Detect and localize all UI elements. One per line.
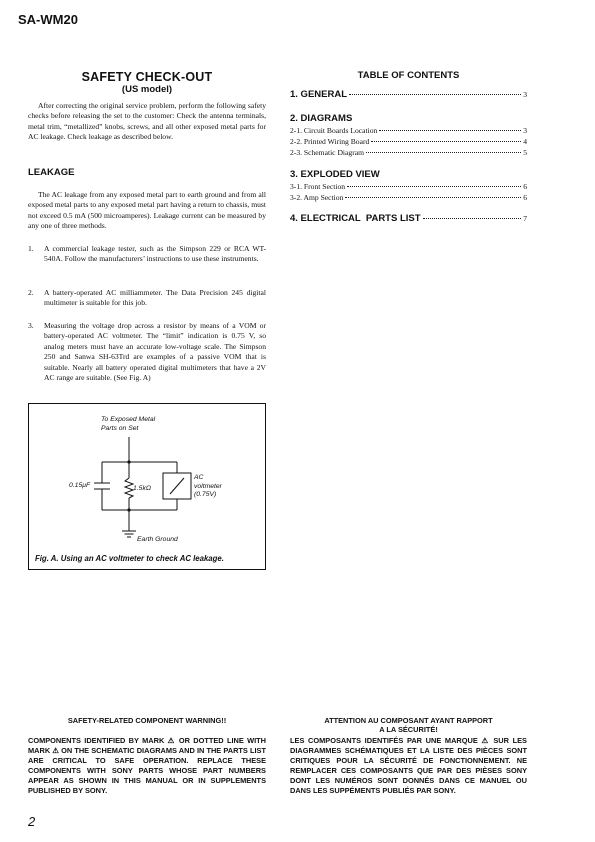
voltmeter-label: AC voltmeter (0.75V)	[194, 474, 222, 498]
leakage-text: The AC leakage from any exposed metal part to earth ground and from all exposed metal parts to any exposed metal part having a return to chassis, must not exceed 0.5 mA (500 microamperes). Leakage current can be measured by any one of three methods.	[28, 190, 266, 231]
figure-a	[28, 403, 266, 570]
dot-leader	[379, 130, 521, 131]
dot-leader	[347, 186, 521, 187]
toc-entry-front-section[interactable]: 3-1. Front Section 6	[290, 182, 527, 191]
model-number: SA-WM20	[18, 12, 78, 27]
earth-ground-label: Earth Ground	[137, 536, 178, 543]
capacitor-label: 0.15μF	[69, 482, 91, 489]
label-to-exposed-metal: To Exposed Metal Parts on Set	[101, 416, 156, 432]
method-item-1	[28, 244, 266, 276]
dot-leader	[371, 141, 521, 142]
toc-entry-electrical-parts-list[interactable]: 4. ELECTRICAL PARTS LIST 7	[290, 213, 527, 224]
method-text: A battery-operated AC milliammeter. The Data Precision 245 digital multimeter is suitable for this job.	[44, 288, 266, 308]
bottom-junction-dot	[127, 508, 130, 511]
method-item-3	[28, 321, 266, 396]
dot-leader	[345, 197, 521, 198]
toc-heading-diagrams: 2. DIAGRAMS	[290, 113, 353, 124]
method-number: 2.	[28, 288, 34, 297]
page-number: 2	[28, 814, 36, 829]
toc-entry-general[interactable]: 1. GENERAL 3	[290, 89, 527, 100]
method-number: 3.	[28, 321, 34, 330]
resistor-zigzag	[125, 478, 133, 498]
toc-entry-printed-wiring-board[interactable]: 2-2. Printed Wiring Board 4	[290, 137, 527, 146]
warning-en-body: COMPONENTS IDENTIFIED BY MARK ⚠ OR DOTTED LINE WITH MARK ⚠ ON THE SCHEMATIC DIAGRAMS AND IN THE PARTS LIST ARE CRITICAL TO SAFE OPERATION. REPLACE THESE COMPONENTS WITH SONY PARTS WHOSE PART NUMBERS APPEAR AS SHOWN IN THIS MANUAL OR IN SUPPLEMENTS PUBLISHED BY SONY.	[28, 736, 266, 795]
toc-entry-circuit-boards-location[interactable]: 2-1. Circuit Boards Location 3	[290, 126, 527, 135]
safety-title: SAFETY CHECK-OUT	[81, 70, 213, 84]
dot-leader	[349, 94, 521, 95]
dot-leader	[423, 218, 522, 219]
method-number: 1.	[28, 244, 34, 253]
toc-entry-schematic-diagram[interactable]: 2-3. Schematic Diagram 5	[290, 148, 527, 157]
method-text: Measuring the voltage drop across a resistor by means of a VOM or battery-operated AC voltmeter. The “limit” indication is 0.75 V, so analog meters must have an accurate low-voltage scale. The Simpson 250 and Sanwa SH-63Trd are examples of a passive VOM that is suitable. Nearly all battery operated digital multimeters that have a 2V AC range are suitable. (See Fig. A)	[44, 321, 266, 383]
method-text: A commercial leakage tester, such as the Simpson 229 or RCA WT-540A. Follow the manufacturers’ instructions to use these instruments.	[44, 244, 266, 264]
warning-fr-title: ATTENTION AU COMPOSANT AYANT RAPPORT A LA SÉCURITÉ!	[324, 716, 493, 734]
safety-intro: After correcting the original service problem, perform the following safety checks before releasing the set to the customer: Check the antenna terminals, metal trim, “metallized” knobs, screws, and all other exposed metal parts for AC leakage. Check leakage as described below.	[28, 101, 266, 142]
warning-en-title: SAFETY-RELATED COMPONENT WARNING!!	[67, 716, 227, 725]
warning-fr-body: LES COMPOSANTS IDENTIFÉS PAR UNE MARQUE ⚠ SUR LES DIAGRAMMES SCHÉMATIQUES ET LA LISTE DES PIÈCES SONT CRITIQUES POUR LA SÉCURITÉ DE FONCTIONNEMENT. NE REMPLACER CES COMPOSANTS QUE PAR DES PIÈSES SONY DONT LES NUMÉROS SONT DONNÉS DANS CE MANUEL OU DANS LES SUPPÉMENTS PUBLIÉS PAR SONY.	[290, 736, 527, 795]
method-item-2	[28, 288, 266, 310]
figure-caption: Fig. A. Using an AC voltmeter to check AC leakage.	[35, 554, 224, 563]
toc-title: TABLE OF CONTENTS	[357, 70, 460, 81]
safety-subtitle: (US model)	[121, 84, 173, 95]
toc-heading-exploded-view: 3. EXPLODED VIEW	[290, 169, 380, 180]
resistor-label: 1.5kΩ	[133, 485, 152, 492]
meter-needle	[170, 478, 184, 494]
dot-leader	[366, 152, 521, 153]
top-junction-dot	[127, 460, 130, 463]
toc-entry-amp-section[interactable]: 3-2. Amp Section 6	[290, 193, 527, 202]
leakage-heading: LEAKAGE	[28, 167, 75, 178]
